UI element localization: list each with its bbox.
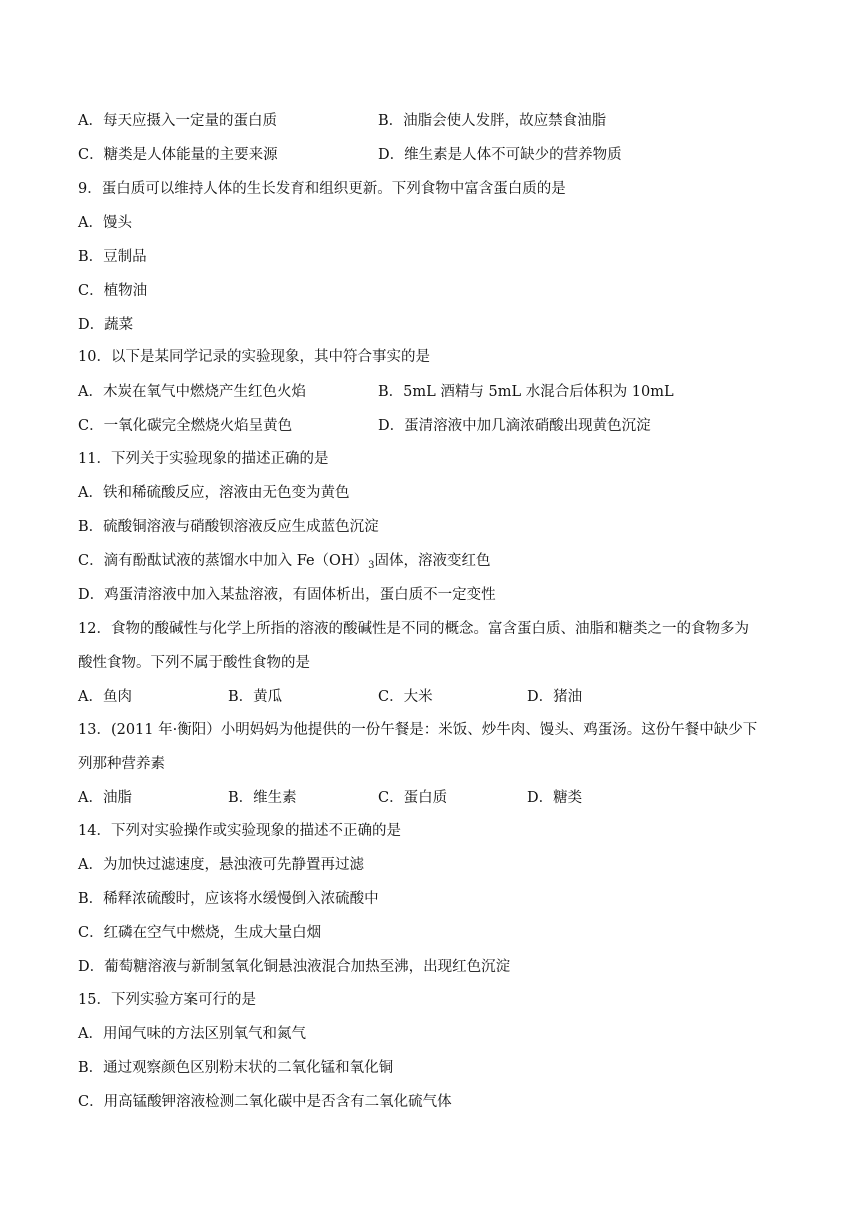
q9-option-a: A．馒头: [78, 215, 132, 231]
q8-option-b: B．油脂会使人发胖，故应禁食油脂: [378, 113, 607, 129]
q11-option-c-subscript: 3: [368, 560, 375, 571]
q10-option-d: D．蛋清溶液中加几滴浓硝酸出现黄色沉淀: [378, 418, 651, 434]
q9-stem: 9．蛋白质可以维持人体的生长发育和组织更新。下列食物中富含蛋白质的是: [78, 181, 566, 197]
q12-option-a: A．鱼肉: [78, 689, 132, 705]
q14-option-a: A．为加快过滤速度，悬浊液可先静置再过滤: [78, 857, 364, 873]
q12-stem-line2: 酸性食物。下列不属于酸性食物的是: [78, 655, 310, 671]
q15-stem: 15．下列实验方案可行的是: [78, 992, 256, 1008]
q12-stem-line1: 12．食物的酸碱性与化学上所指的溶液的酸碱性是不同的概念。富含蛋白质、油脂和糖类之一的食物多为: [78, 621, 749, 637]
q10-option-a: A．木炭在氧气中燃烧产生红色火焰: [78, 384, 306, 400]
q14-stem: 14．下列对实验操作或实验现象的描述不正确的是: [78, 823, 401, 839]
q9-option-d: D．蔬菜: [78, 317, 134, 333]
q13-option-b: B．维生素: [228, 790, 297, 806]
q11-option-c-text-end: 固体，溶液变红色: [374, 553, 491, 569]
q13-stem-line1: 13．(2011 年·衡阳）小明妈妈为他提供的一份午餐是：米饭、炒牛肉、馒头、鸡蛋汤。这份午餐中缺少下: [78, 722, 758, 738]
q11-option-c-text: C．滴有酚酞试液的蒸馏水中加入 Fe（OH）: [78, 553, 369, 569]
q8-option-c: C．糖类是人体能量的主要来源: [78, 147, 278, 163]
q14-option-d: D．葡萄糖溶液与新制氢氧化铜悬浊液混合加热至沸，出现红色沉淀: [78, 959, 511, 975]
q8-option-d: D．维生素是人体不可缺少的营养物质: [378, 147, 622, 163]
q10-stem: 10．以下是某同学记录的实验现象，其中符合事实的是: [78, 349, 430, 365]
q13-stem-line2: 列那种营养素: [78, 756, 165, 772]
q15-option-c: C．用高锰酸钾溶液检测二氧化碳中是否含有二氧化硫气体: [78, 1094, 452, 1110]
q10-option-c: C．一氧化碳完全燃烧火焰呈黄色: [78, 418, 293, 434]
q10-option-b: B．5mL 酒精与 5mL 水混合后体积为 10mL: [378, 384, 674, 400]
q15-option-b: B．通过观察颜色区别粉末状的二氧化锰和氧化铜: [78, 1060, 394, 1076]
q11-option-a: A．铁和稀硫酸反应，溶液由无色变为黄色: [78, 485, 350, 501]
q14-option-b: B．稀释浓硫酸时，应该将水缓慢倒入浓硫酸中: [78, 891, 379, 907]
q13-option-a: A．油脂: [78, 790, 132, 806]
q8-option-a: A．每天应摄入一定量的蛋白质: [78, 113, 277, 129]
q12-option-c: C．大米: [378, 689, 433, 705]
q9-option-b: B．豆制品: [78, 249, 147, 265]
q11-option-b: B．硫酸铜溶液与硝酸钡溶液反应生成蓝色沉淀: [78, 519, 379, 535]
q11-stem: 11．下列关于实验现象的描述正确的是: [78, 451, 329, 467]
q12-option-d: D．猪油: [527, 689, 583, 705]
q15-option-a: A．用闻气味的方法区别氧气和氮气: [78, 1026, 306, 1042]
q12-option-b: B．黄瓜: [228, 689, 283, 705]
q13-option-c: C．蛋白质: [378, 790, 448, 806]
q14-option-c: C．红磷在空气中燃烧，生成大量白烟: [78, 925, 322, 941]
q11-option-d: D．鸡蛋清溶液中加入某盐溶液，有固体析出，蛋白质不一定变性: [78, 587, 496, 603]
q9-option-c: C．植物油: [78, 283, 148, 299]
q13-option-d: D．糖类: [527, 790, 583, 806]
q11-option-c: [78, 551, 490, 571]
